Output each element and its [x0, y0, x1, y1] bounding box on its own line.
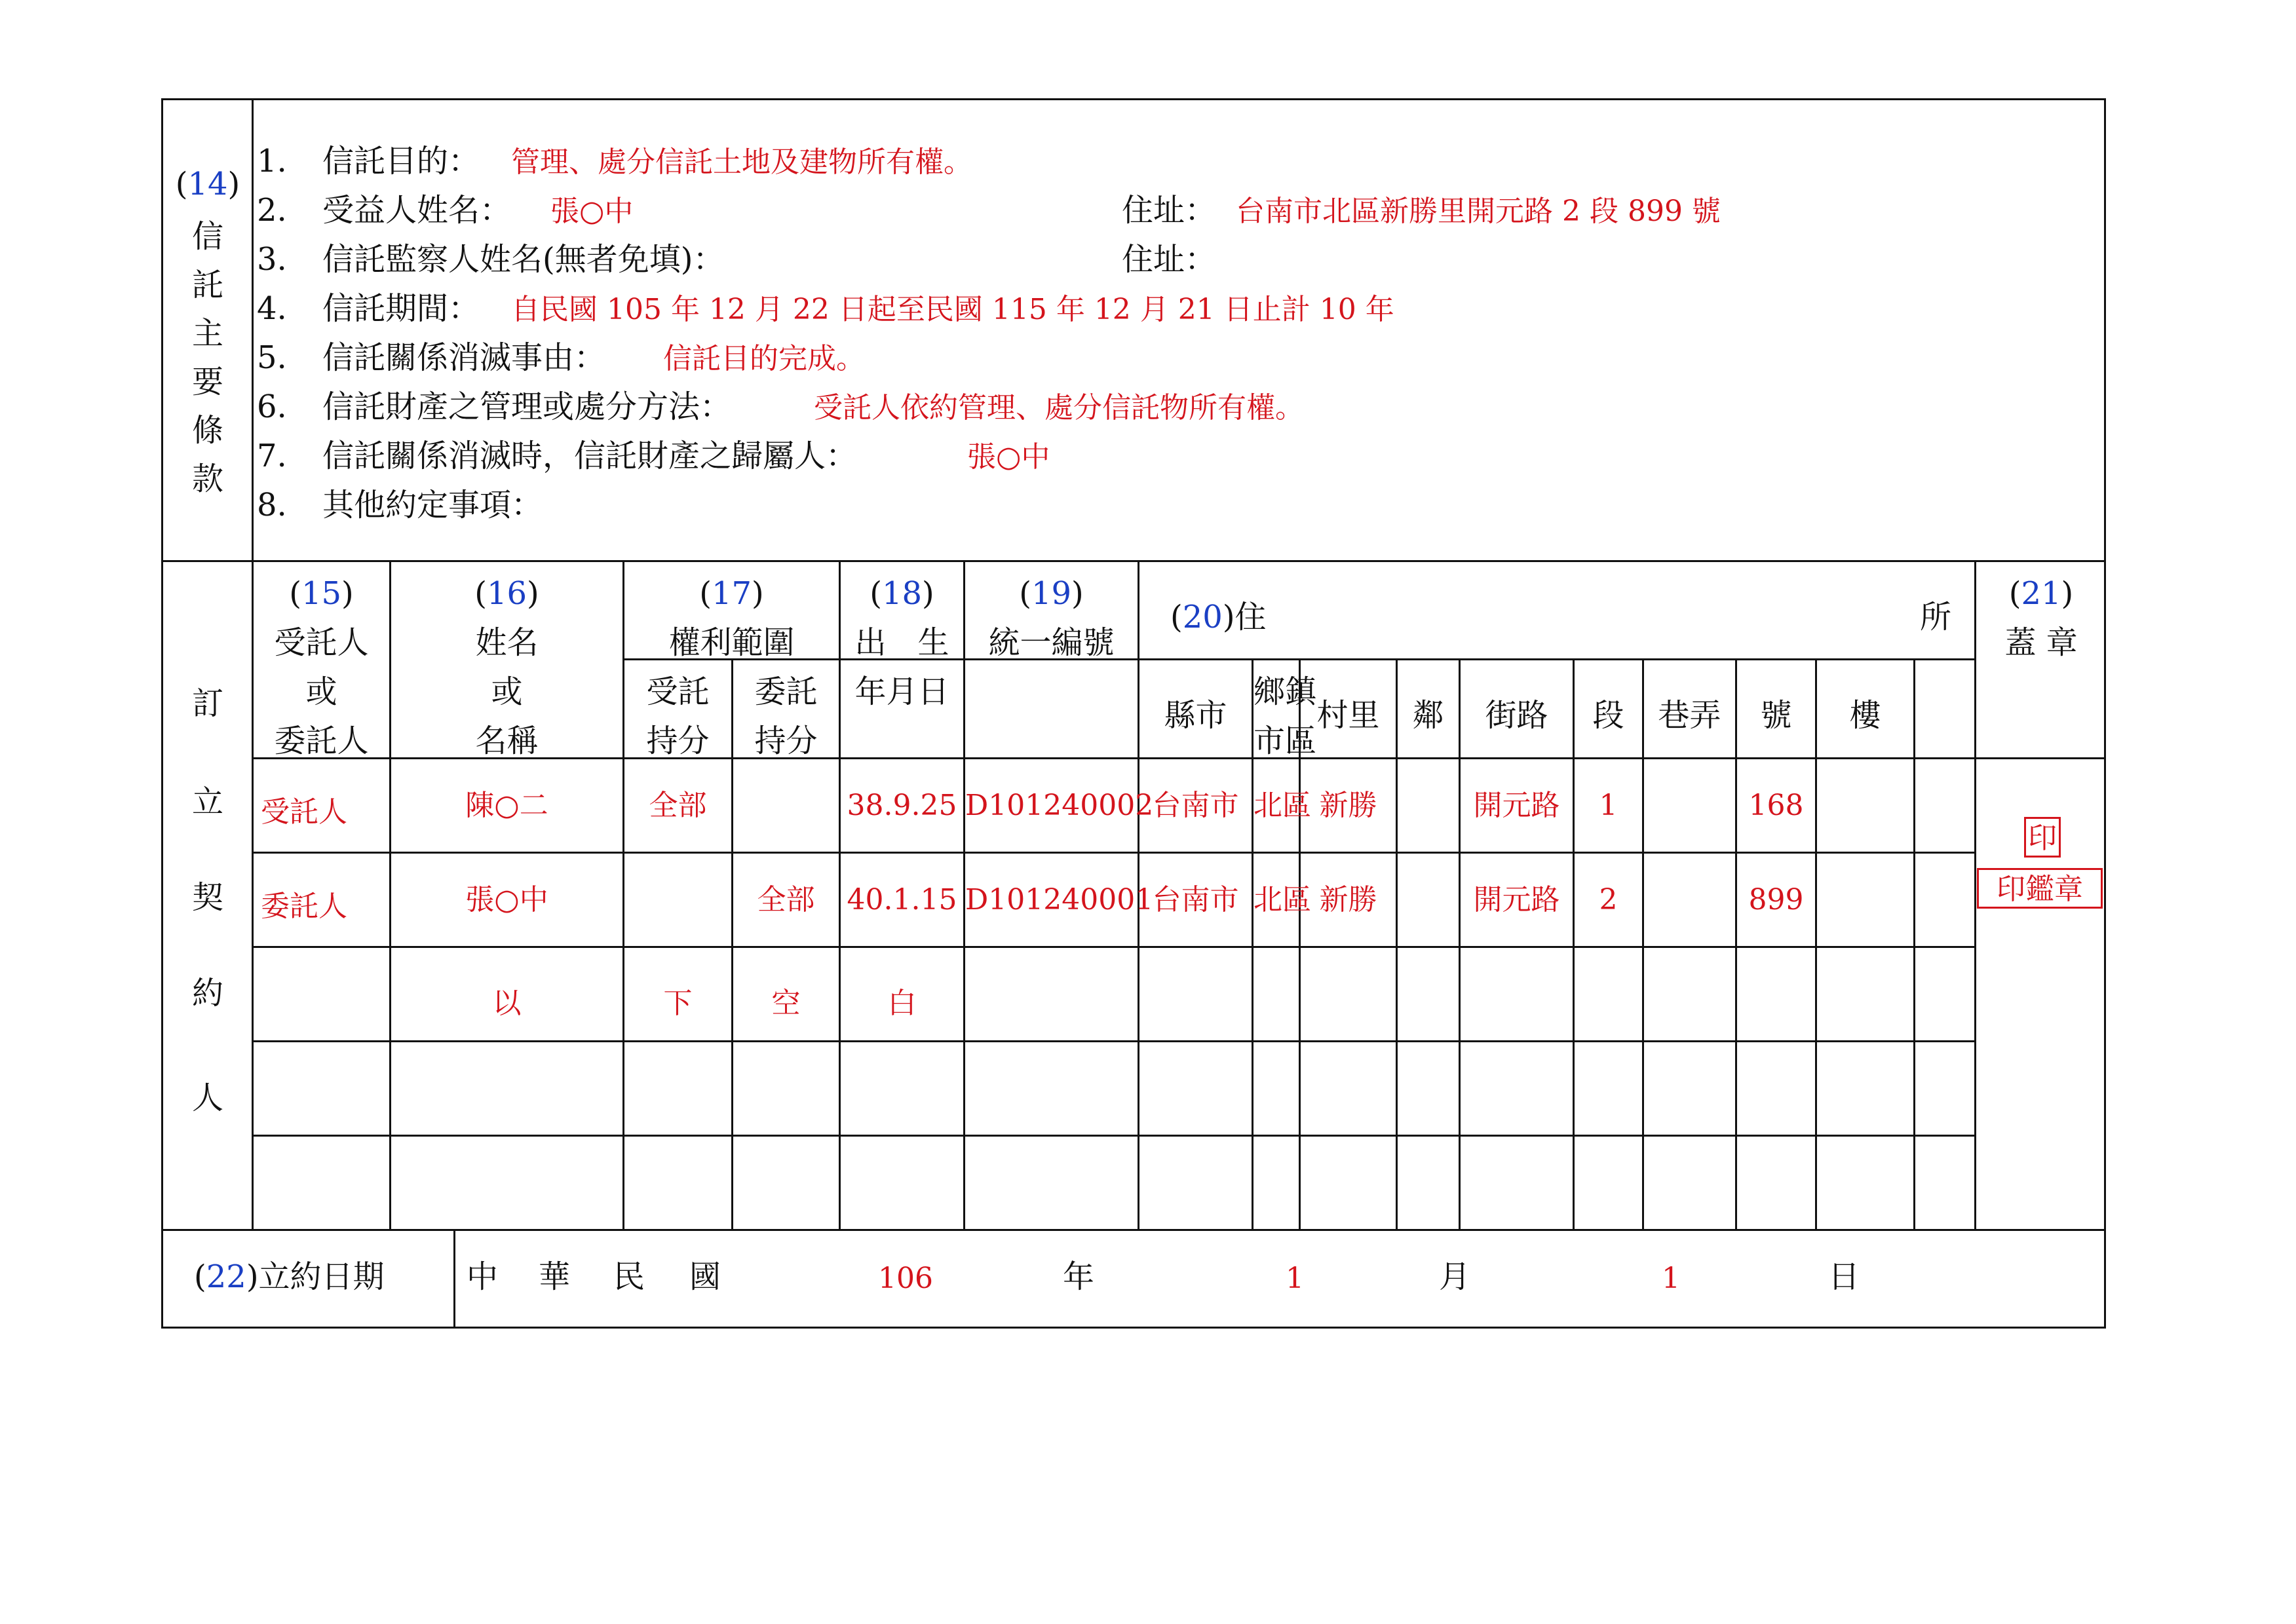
village-cell: 新勝: [1319, 883, 1377, 916]
section-14-char: 信: [191, 218, 223, 255]
col-15-number: 15: [301, 575, 342, 612]
term-label: 信託目的：: [322, 143, 480, 179]
section-14-char: 要: [191, 364, 223, 400]
term-number: 8.: [257, 487, 287, 523]
number-cell: 168: [1748, 789, 1804, 822]
term-number: 6.: [257, 388, 287, 425]
col-15-header: 或: [305, 673, 337, 710]
village-cell: 新勝: [1319, 789, 1377, 822]
day-unit: 日: [1828, 1258, 1860, 1295]
term-value: 受託人依約管理、處分信託物所有權。: [814, 391, 1304, 425]
side-char: 約: [191, 975, 223, 1011]
seal-stamp-registered: 印鑑章: [1977, 868, 2103, 909]
col-17a-header: 持分: [646, 723, 710, 759]
era-char: 中: [467, 1258, 499, 1295]
birth-cell: 40.1.15: [847, 883, 957, 916]
col-18-header: 年月日: [854, 673, 949, 710]
col-16-header: 姓名: [475, 624, 539, 661]
term-label: 其他約定事項：: [322, 487, 543, 523]
section-cell: 1: [1599, 789, 1618, 822]
col-19-number: 19: [1031, 575, 1072, 612]
addr-city-header: 縣市: [1164, 697, 1227, 734]
number-cell: 899: [1748, 883, 1804, 916]
blank-char: 空: [771, 987, 801, 1020]
seal-stamp-small: 印: [2024, 817, 2061, 858]
col-18-header: 出 生: [854, 624, 949, 661]
district-cell: 北區: [1253, 883, 1311, 916]
name-cell: 陳○二: [465, 789, 548, 822]
id-cell: D101240002: [965, 789, 1154, 822]
role-cell: 委託人: [261, 890, 347, 923]
date-number: 22: [206, 1258, 246, 1295]
addr-lane-header: 巷弄: [1658, 697, 1721, 734]
term-value: 管理、處分信託土地及建物所有權。: [511, 145, 972, 179]
birth-cell: 38.9.25: [847, 789, 957, 822]
col-20-number: 20: [1182, 599, 1223, 635]
term-number: 1.: [257, 143, 287, 179]
col-17b-header: 委託: [754, 673, 818, 710]
era-char: 國: [689, 1258, 721, 1295]
term-number: 2.: [257, 192, 287, 229]
city-cell: 台南市: [1152, 883, 1239, 916]
street-cell: 開元路: [1473, 789, 1560, 822]
id-cell: D101240001: [965, 883, 1154, 916]
city-cell: 台南市: [1152, 789, 1239, 822]
addr-section-header: 段: [1592, 697, 1624, 734]
era-char: 民: [613, 1258, 645, 1295]
term-number: 3.: [257, 241, 287, 278]
col-21-number: 21: [2021, 575, 2061, 612]
blank-char: 以: [492, 987, 522, 1020]
addr-street-header: 街路: [1485, 697, 1548, 734]
supervisor-address-label: 住址：: [1122, 241, 1217, 278]
col-20-header-left: 住: [1234, 599, 1267, 635]
trustee-share-cell: 全部: [649, 789, 707, 822]
section-14-char: 主: [191, 315, 223, 352]
district-cell: 北區: [1253, 789, 1311, 822]
col-16-header: 名稱: [475, 723, 539, 759]
addr-village-header: 村里: [1316, 697, 1380, 734]
date-month: 1: [1286, 1262, 1304, 1295]
term-label: 受益人姓名：: [322, 192, 512, 229]
term-label: 信託財產之管理或處分方法：: [322, 388, 732, 425]
section-14-number: 14: [187, 166, 228, 202]
section-cell: 2: [1599, 883, 1618, 916]
addr-floor-header: 樓: [1849, 697, 1881, 734]
term-label: 信託關係消滅事由：: [322, 339, 606, 376]
month-unit: 月: [1439, 1258, 1471, 1295]
col-17-header: 權利範圍: [668, 624, 795, 661]
era-char: 華: [539, 1258, 571, 1295]
col-17b-header: 持分: [754, 723, 818, 759]
col-19-header: 統一編號: [988, 624, 1115, 661]
date-year: 106: [878, 1262, 933, 1295]
trustor-share-cell: 全部: [757, 883, 815, 916]
section-14-char: 條: [191, 412, 223, 449]
term-number: 4.: [257, 290, 287, 327]
addr-number-header: 號: [1760, 697, 1792, 734]
term-value: 張○中: [550, 195, 634, 228]
col-16-header: 或: [491, 673, 523, 710]
term-number: 7.: [257, 438, 287, 474]
col-16-number: 16: [486, 575, 527, 612]
term-value: 信託目的完成。: [663, 342, 865, 375]
section-14-char: 託: [191, 267, 223, 303]
col-21-header: 蓋 章: [2004, 624, 2078, 661]
side-char: 契: [191, 879, 223, 916]
col-17-number: 17: [711, 575, 752, 612]
term-label: 信託監察人姓名(無者免填)：: [322, 241, 725, 278]
blank-char: 白: [887, 987, 917, 1020]
addr-neighbor-header: 鄰: [1412, 697, 1444, 734]
role-cell: 受託人: [261, 795, 347, 829]
beneficiary-address-label: 住址：: [1122, 192, 1217, 229]
col-17a-header: 受託: [646, 673, 710, 710]
term-label: 信託期間：: [322, 290, 480, 327]
date-day: 1: [1662, 1262, 1680, 1295]
col-15-header: 受託人: [274, 624, 369, 661]
blank-char: 下: [663, 987, 693, 1020]
term-label: 信託關係消滅時，信託財產之歸屬人：: [322, 438, 858, 474]
term-value: 張○中: [967, 440, 1050, 474]
beneficiary-address-value: 台南市北區新勝里開元路 2 段 899 號: [1236, 195, 1721, 228]
name-cell: 張○中: [465, 883, 548, 916]
side-char: 人: [191, 1080, 223, 1116]
col-20-header-right: 所: [1920, 599, 1952, 635]
col-15-header: 委託人: [274, 723, 369, 759]
date-label: 立約日期: [258, 1258, 385, 1295]
year-unit: 年: [1063, 1258, 1095, 1295]
col-18-number: 18: [881, 575, 923, 612]
addr-district-header: 鄉鎮: [1253, 673, 1317, 710]
term-value: 自民國 105 年 12 月 22 日起至民國 115 年 12 月 21 日止計 10 年: [511, 293, 1394, 326]
side-char: 立: [191, 784, 223, 820]
addr-district-header: 市區: [1253, 723, 1317, 759]
street-cell: 開元路: [1473, 883, 1560, 916]
side-char: 訂: [191, 685, 223, 722]
term-number: 5.: [257, 339, 287, 376]
section-14-char: 款: [191, 461, 223, 497]
